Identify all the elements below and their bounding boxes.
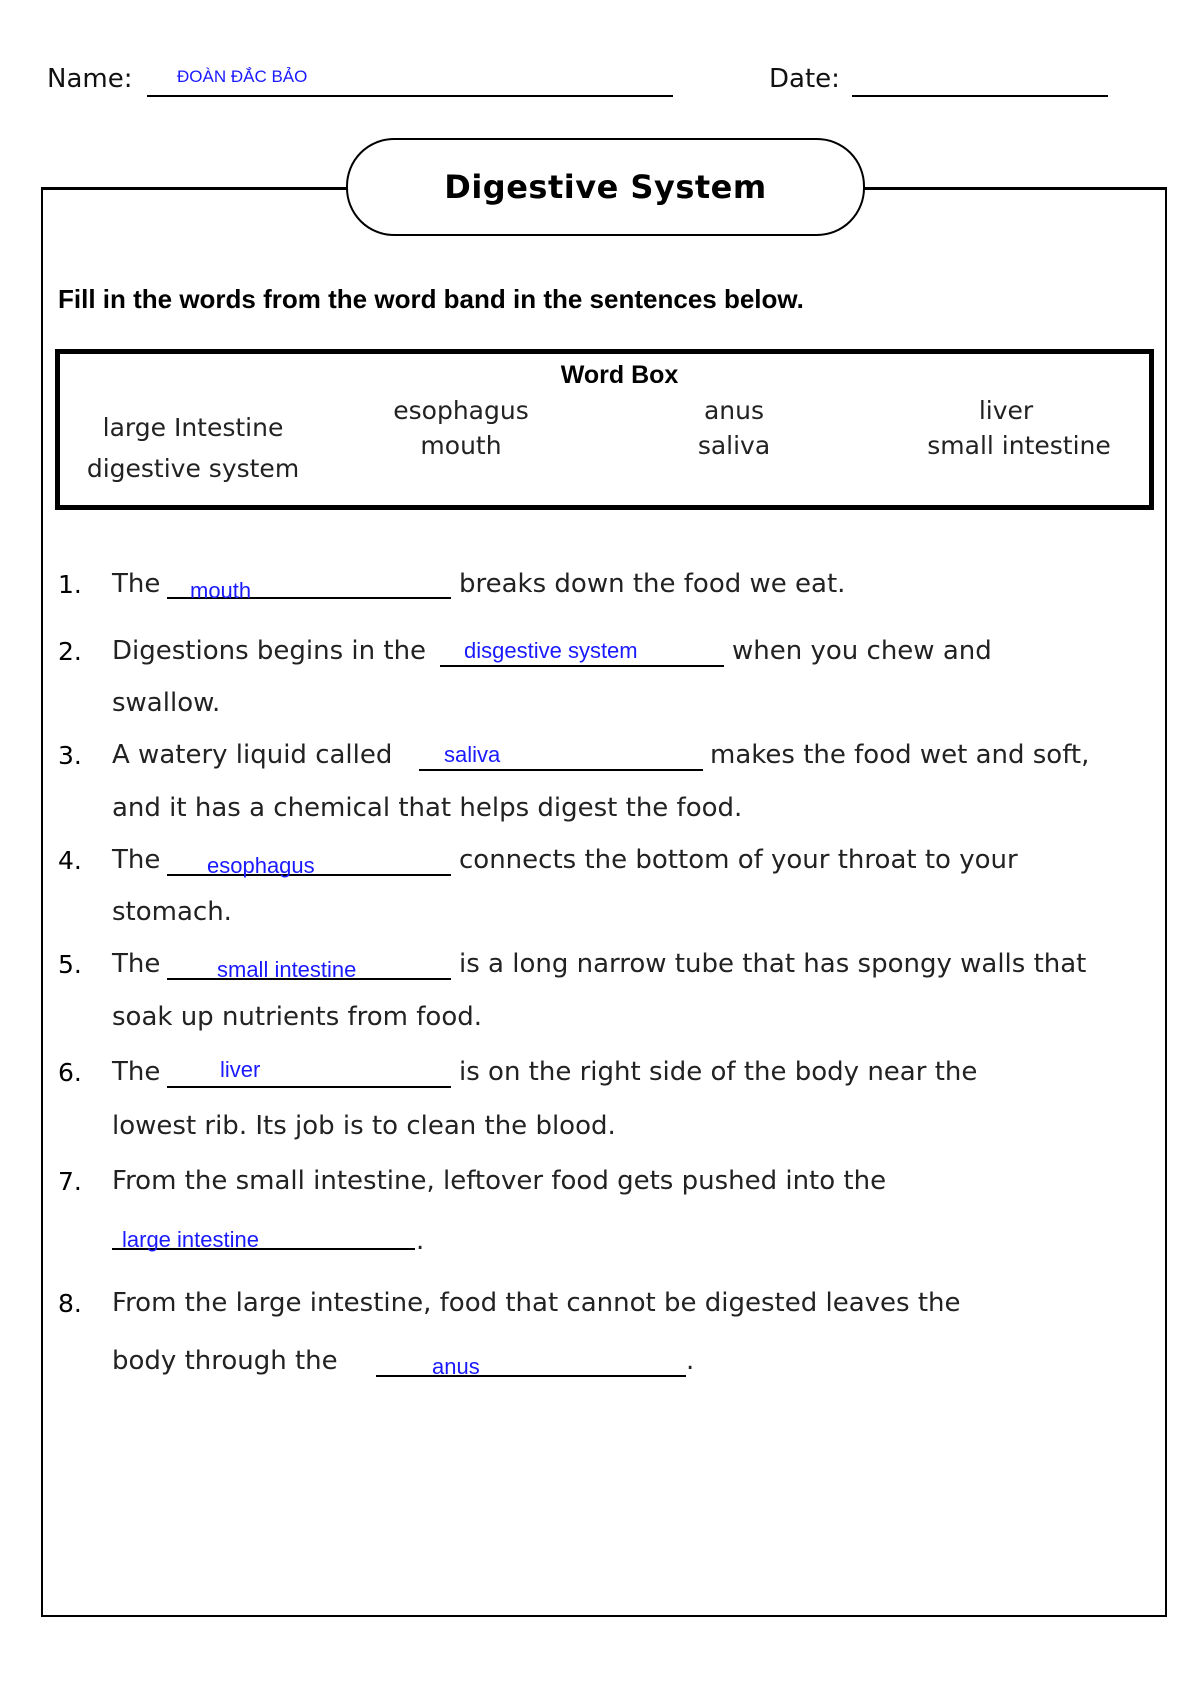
word-box-item: esophagus (393, 396, 529, 425)
word-box-item: large Intestine (102, 413, 284, 442)
question-text: The (112, 949, 161, 979)
word-box-item: anus (703, 396, 765, 425)
word-box (55, 349, 1154, 510)
answer-text[interactable]: small intestine (217, 957, 357, 982)
instruction-text: Fill in the words from the word band in the sentences below. (58, 284, 804, 314)
title-banner (346, 138, 865, 236)
question-text: is a long narrow tube that has spongy walls that (459, 949, 1087, 979)
date-line[interactable] (852, 95, 1108, 97)
answer-text[interactable]: mouth (190, 578, 252, 603)
word-box-item: digestive system (86, 454, 300, 483)
question-text: and it has a chemical that helps digest the food. (112, 793, 743, 823)
question-number: 6. (58, 1058, 82, 1087)
question-text: body through the (112, 1346, 338, 1376)
word-box-title: Word Box (560, 361, 679, 389)
answer-text[interactable]: esophagus (207, 853, 315, 878)
word-box-item: small intestine (927, 431, 1111, 460)
question-number: 2. (58, 637, 82, 666)
question-number: 5. (58, 950, 82, 979)
answer-blank[interactable] (440, 665, 724, 667)
answer-text[interactable]: large intestine (122, 1227, 259, 1252)
word-box-item: saliva (697, 431, 771, 460)
question-text: The (112, 1057, 161, 1087)
question-text: is on the right side of the body near the (459, 1057, 978, 1087)
question-text: soak up nutrients from food. (112, 1002, 483, 1032)
name-line[interactable] (147, 95, 673, 97)
date-label: Date: (769, 64, 840, 94)
question-number: 4. (58, 846, 82, 875)
question-text: The (112, 845, 161, 875)
answer-blank[interactable] (419, 769, 703, 771)
question-number: 1. (58, 570, 82, 599)
question-text: From the large intestine, food that cannot be digested leaves the (112, 1288, 961, 1318)
question-text: stomach. (112, 897, 232, 927)
answer-text[interactable]: saliva (444, 742, 501, 767)
answer-text[interactable]: anus (432, 1354, 480, 1379)
question-text: From the small intestine, leftover food gets pushed into the (112, 1166, 887, 1196)
question-text: lowest rib. Its job is to clean the blood. (112, 1111, 616, 1141)
question-text: swallow. (112, 688, 221, 718)
question-number: 7. (58, 1167, 82, 1196)
question-text: breaks down the food we eat. (459, 569, 846, 599)
question-text: connects the bottom of your throat to your (459, 845, 1018, 875)
page-title: Digestive System (444, 168, 767, 206)
question-text: when you chew and (732, 636, 992, 666)
name-value[interactable]: ĐOÀN ĐẮC BẢO (177, 67, 308, 86)
name-label: Name: (47, 64, 133, 94)
question-text: A watery liquid called (112, 740, 393, 770)
answer-blank[interactable] (167, 1086, 451, 1088)
word-box-item: mouth (420, 431, 502, 460)
question-number: 8. (58, 1289, 82, 1318)
answer-text[interactable]: disgestive system (464, 638, 638, 663)
question-text: The (112, 569, 161, 599)
question-text: . (686, 1346, 695, 1376)
question-text: Digestions begins in the (112, 636, 427, 666)
answer-blank[interactable] (376, 1375, 686, 1377)
answer-text[interactable]: liver (220, 1057, 261, 1082)
question-text: makes the food wet and soft, (710, 740, 1090, 770)
word-box-item: liver (978, 396, 1034, 425)
question-number: 3. (58, 741, 82, 770)
question-text: . (416, 1226, 425, 1256)
